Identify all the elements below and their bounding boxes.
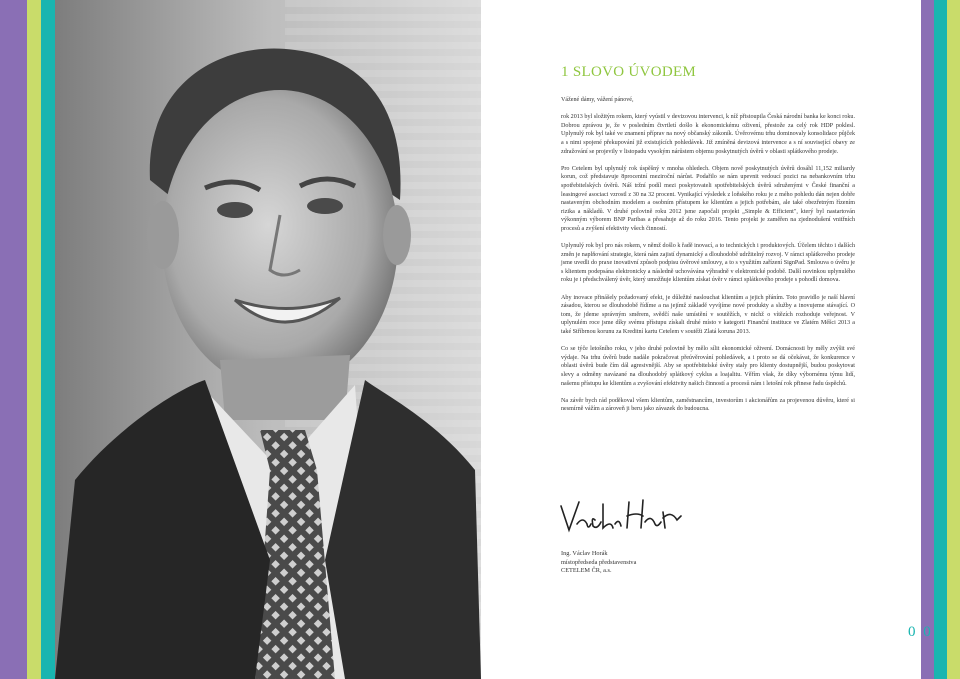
paragraph: Co se týče letošního roku, v jeho druhé polovině by mělo sílit ekonomické oživení. Domácnosti by měly zvýšit své výdaje. Na trhu úvěrů bude nadále pokračovat přeúvěrování pohledávek, a i proto se dá očekávat, že konkurence v oblasti úvěrů bude čím dál agresivnější. Aby se spotřebitelské úvěry staly pro klienty dostupnější, budou poskytovat slevy a odměny navázané na dlouhodobý splátkový cyklus a loajalitu. Věřím však, že díky výbornému týmu lidí, našemu přístupu ke klientům a zvyšování efektivity našich činností a procesů nám i letošní rok přinese řadu úspěchů.: [561, 346, 855, 387]
left-stripe-green: [27, 0, 41, 679]
paragraph: Na závěr bych rád poděkoval všem klientům, zaměstnancům, investorům i akcionářům za projevenou důvěru, které si nesmírně vážím a zároveň ji beru jako závazek do budoucna.: [561, 397, 855, 413]
paragraph: rok 2013 byl složitým rokem, který vyústil v devizovou intervenci, k níž přistoupila Česká národní banka ke konci roku. Dobrou zprávou je, že v posledním čtvrtletí došlo k ekonomickému oživení, přestože za celý rok HDP poklesl. Uplynulý rok byl také ve znamení příprav na nový občanský zákoník. Úvěrovému trhu dominovaly konsolidace půjček a s nimi spojené překupování již existujících pohledávek. Již zmíněná devizová intervence a s ní související obavy ze zdražování se projevily v listopadu vysokým nárůstem objemu poskytnutých úvěrů v oblasti splátkového prodeje.: [561, 114, 855, 155]
page-number: 0 0 5: [908, 624, 948, 640]
section-title: [561, 64, 696, 81]
right-stripe-green: [947, 0, 960, 679]
signer-block: [561, 550, 636, 576]
portrait-photo: [55, 0, 481, 679]
right-stripe-teal: [934, 0, 947, 679]
left-stripe-purple: [0, 0, 27, 679]
section-number: 1: [561, 64, 569, 80]
paragraph: Uplynulý rok byl pro nás rokem, v němž došlo k řadě inovací, a to technických i produktových. Účelem těchto i dalších změn je naplňování strategie, která nám zajistí dynamický a dlouhodobě udržitelný rozvoj. V rámci splátkového prodeje jsme uvedli do praxe inovativní způsob podpisu úvěrové smlouvy, a to s využitím zařízení SignPad. Smlouva o úvěru je s klientem podepsána elektronicky a následně uchovávána výhradně v elektronické podobě. Další novinkou uplynulého roku je i předschválený úvěr, který umožňuje klientům získat úvěr v rámci splátkového prodeje s pohodlí domova.: [561, 243, 855, 284]
handwritten-signature: [557, 494, 687, 543]
salutation: Vážené dámy, vážení pánové,: [561, 97, 634, 103]
right-stripe-purple: [921, 0, 934, 679]
letter-body: [561, 96, 855, 423]
text-page: [481, 0, 948, 679]
left-stripe-teal: [41, 0, 55, 679]
section-title-text: SLOVO ÚVODEM: [572, 64, 697, 80]
signer-company: CETELEM ČR, a.s.: [561, 567, 612, 575]
signer-name: Ing. Václav Horák: [561, 550, 608, 557]
paragraph: Aby inovace přinášely požadovaný efekt, je důležité naslouchat klientům a jejich přáním. Toto pravidlo je naší hlavní zásadou, kterou se dlouhodobě řídíme a na jejímž základě vyvíjíme nové produkty a služby a inovujeme stávající. O tom, že jdeme správným směrem, svědčí naše umístění v soutěžích, v nichž o vítězích rozhoduje veřejnost. V uplynulém roce jsme díky svému přístupu získali druhé místo v kategorii Finanční instituce ve Zlatém Měšci 2013 a také Stříbrnou korunu za Kreditní kartu Cetelem v soutěži Zlatá koruna 2013.: [561, 294, 855, 336]
paragraph: Pro Cetelem byl uplynulý rok úspěšný v mnoha ohledech. Objem nově poskytnutých úvěrů dosáhl 11,152 miliardy korun, což představuje 8procentní meziroční nárůst. Podařilo se nám upevnit vedoucí pozici na nebankovním trhu spotřebitelských úvěrů. Náš tržní podíl mezi poskytovateli spotřebitelských úvěrů sdruženými v České finanční a leasingové asociaci vzrostl z 30 na 32 procent. Vynikající výsledek z loňského roku je z mého pohledu dán nejen dobře nastaveným obchodním modelem a osobním přístupem ke klientům a jejich potřebám, ale také obezřetným řízením rizika a nákladů. V druhé polovině roku 2012 jsme započali projekt „Simple & Efficient", který byl nastartován výkonným výborem BNP Paribas a přesahuje až do roku 2016. Tento projekt je zaměřen na zjednodušení vnitřních procesů a zvýšení efektivity všech činností.: [561, 165, 855, 232]
signer-position: místopředseda představenstva: [561, 558, 637, 566]
